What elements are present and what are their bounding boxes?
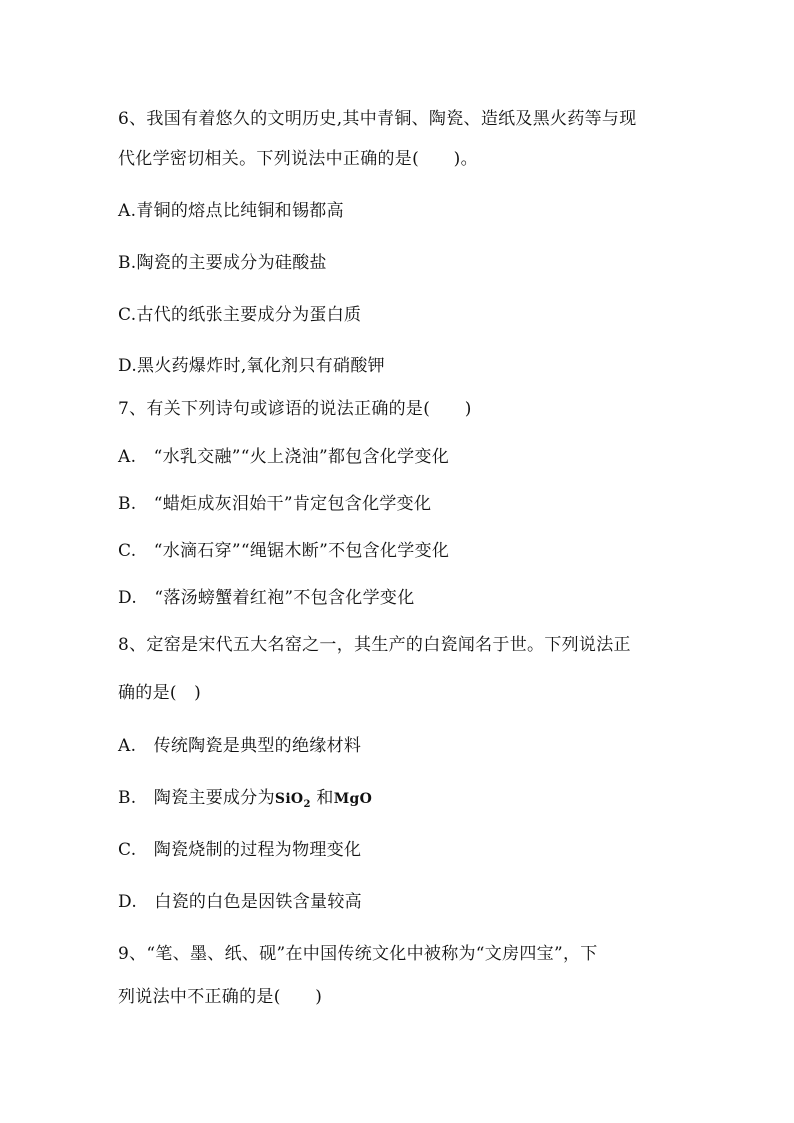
question-6-stem-line-2: 代化学密切相关。下列说法中正确的是( )。 — [118, 149, 478, 169]
mgo-formula: MgO — [333, 791, 373, 807]
question-6-option-c: C.古代的纸张主要成分为蛋白质 — [118, 305, 362, 325]
question-6-option-b: B.陶瓷的主要成分为硅酸盐 — [118, 253, 327, 273]
question-8-option-b-join: 和 — [310, 788, 334, 808]
question-7-option-b: B. “蜡炬成灰泪始干”肯定包含化学变化 — [118, 494, 432, 514]
question-9-stem-line-1: 9、“笔、墨、纸、砚”在中国传统文化中被称为“文房四宝”，下 — [118, 944, 598, 964]
sio2-formula — [274, 791, 311, 810]
sio2-formula-subscript: 2 — [303, 798, 311, 810]
question-6-stem-line-1: 6、我国有着悠久的文明历史,其中青铜、陶瓷、造纸及黑火药等与现 — [118, 109, 637, 129]
question-8-option-a: A. 传统陶瓷是典型的绝缘材料 — [118, 736, 362, 756]
question-7-option-d: D. “落汤螃蟹着红袍”不包含化学变化 — [118, 588, 415, 608]
question-6-option-d: D.黑火药爆炸时,氧化剂只有硝酸钾 — [118, 356, 385, 376]
question-8-option-b — [118, 787, 372, 816]
question-7-stem-line-1: 7、有关下列诗句或谚语的说法正确的是( ) — [118, 399, 472, 419]
question-8-stem-line-1: 8、定窑是宋代五大名窑之一，其生产的白瓷闻名于世。下列说法正 — [118, 635, 631, 655]
question-8-option-c: C. 陶瓷烧制的过程为物理变化 — [118, 840, 362, 860]
sio2-formula-base: SiO — [274, 791, 304, 807]
question-8-stem-line-2: 确的是( ) — [118, 683, 202, 703]
question-9-stem-line-2: 列说法中不正确的是( ) — [118, 987, 323, 1007]
question-6-option-a: A.青铜的熔点比纯铜和锡都高 — [118, 201, 344, 221]
question-8-option-d: D. 白瓷的白色是因铁含量较高 — [118, 892, 362, 912]
question-7-option-a: A. “水乳交融”“火上浇油”都包含化学变化 — [118, 447, 450, 467]
question-7-option-c: C. “水滴石穿”“绳锯木断”不包含化学变化 — [118, 541, 450, 561]
question-8-option-b-text: B. 陶瓷主要成分为 — [118, 788, 275, 808]
